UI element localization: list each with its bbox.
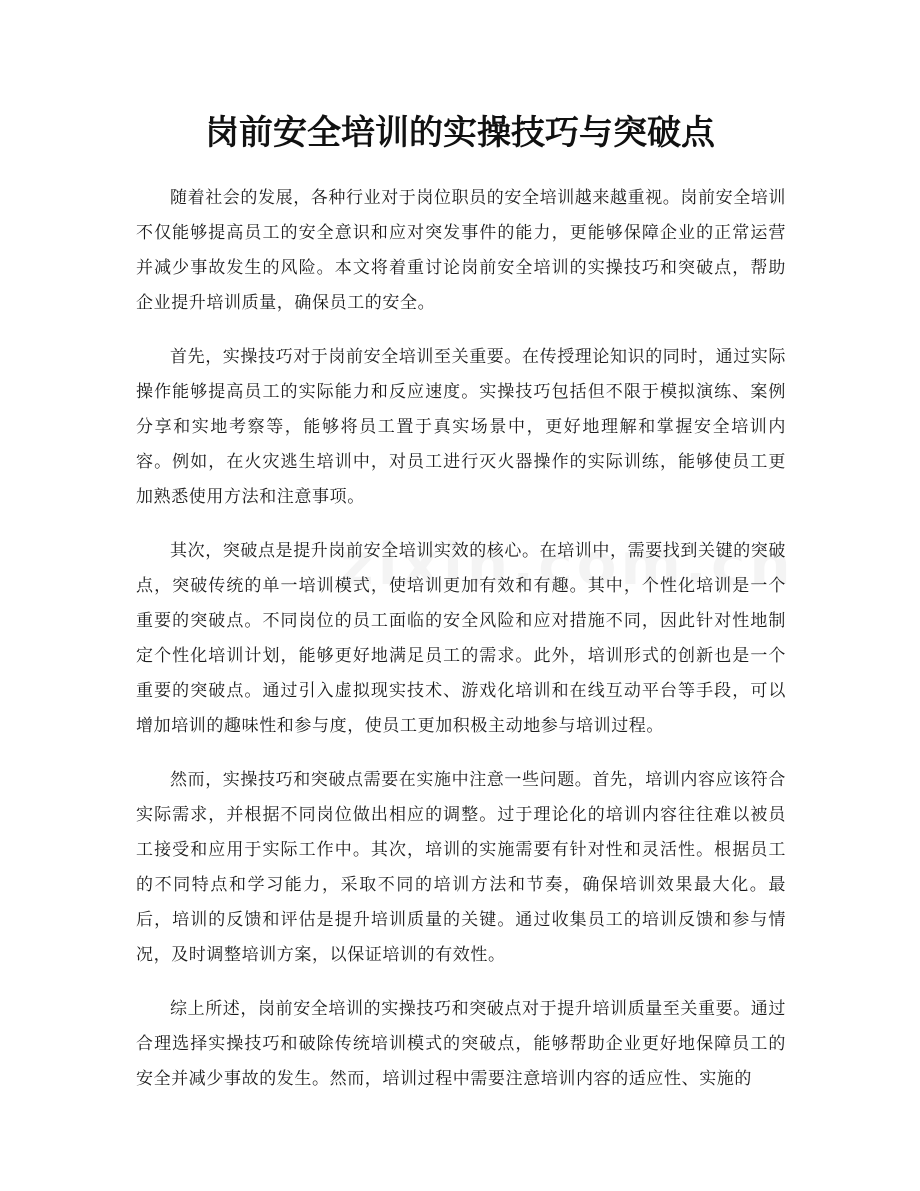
paragraph-intro: 随着社会的发展，各种行业对于岗位职员的安全培训越来越重视。岗前安全培训不仅能够提高员工的安全意识和应对突发事件的能力，更能够保障企业的正常运营并减少事故发生的风险。本文将着重讨论岗前安全培训的实操技巧和突破点，帮助企业提升培训质量，确保员工的安全。	[136, 188, 786, 313]
paragraph-breakthrough: 其次，突破点是提升岗前安全培训实效的核心。在培训中，需要找到关键的突破点，突破传统的单一培训模式，使培训更加有效和有趣。其中，个性化培训是一个重要的突破点。不同岗位的员工面临的安全风险和应对措施不同，因此针对性地制定个性化培训计划，能够更好地满足员工的需求。此外，培训形式的创新也是一个重要的突破点。通过引入虚拟现实技术、游戏化培训和在线互动平台等手段，可以增加培训的趣味性和参与度，使员工更加积极主动地参与培训过程。	[136, 541, 786, 736]
paragraph-conclusion: 综上所述，岗前安全培训的实操技巧和突破点对于提升培训质量至关重要。通过合理选择实操技巧和破除传统培训模式的突破点，能够帮助企业更好地保障员工的安全并减少事故的发生。然而，培训过程中需要注意培训内容的适应性、实施的	[136, 999, 786, 1089]
paragraph-practical-skills: 首先，实操技巧对于岗前安全培训至关重要。在传授理论知识的同时，通过实际操作能够提高员工的实际能力和反应速度。实操技巧包括但不限于模拟演练、案例分享和实地考察等，能够将员工置于真实场景中，更好地理解和掌握安全培训内容。例如，在火灾逃生培训中，对员工进行灭火器操作的实际训练，能够使员工更加熟悉使用方法和注意事项。	[136, 347, 786, 507]
document-title: 岗前安全培训的实操技巧与突破点	[205, 113, 715, 153]
document-body	[136, 181, 786, 1116]
paragraph-issues: 然而，实操技巧和突破点需要在实施中注意一些问题。首先，培训内容应该符合实际需求，并根据不同岗位做出相应的调整。过于理论化的培训内容往往难以被员工接受和应用于实际工作中。其次，培训的实施需要有针对性和灵活性。根据员工的不同特点和学习能力，采取不同的培训方法和节奏，确保培训效果最大化。最后，培训的反馈和评估是提升培训质量的关键。通过收集员工的培训反馈和参与情况，及时调整培训方案，以保证培训的有效性。	[136, 770, 786, 965]
